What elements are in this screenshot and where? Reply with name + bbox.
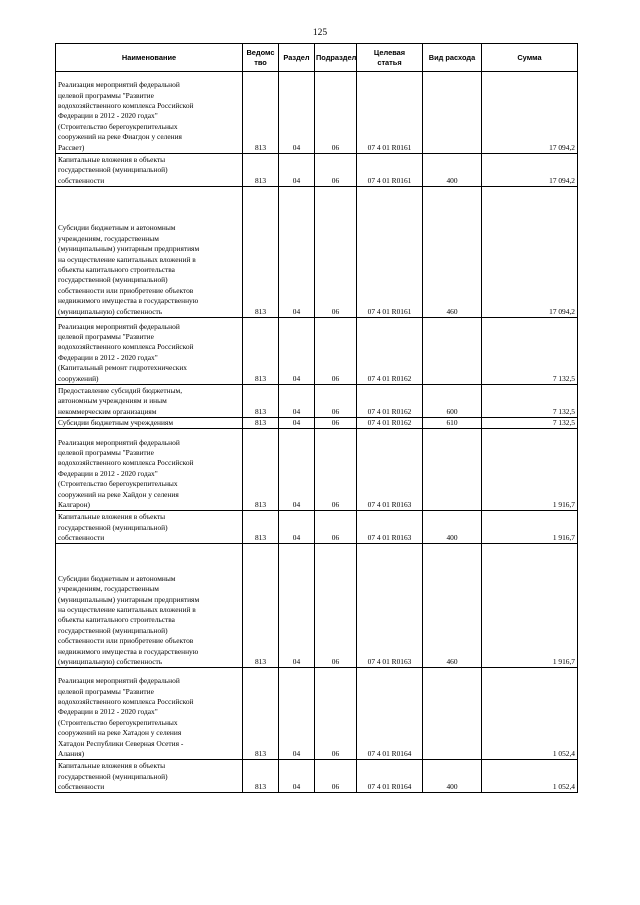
- row-podrazdel: 06: [315, 187, 357, 318]
- row-cel: 07 4 01 R0161: [357, 72, 423, 154]
- row-vid: 400: [423, 760, 482, 793]
- row-razdel: 04: [279, 187, 315, 318]
- row-vid: 610: [423, 418, 482, 429]
- row-name: Предоставление субсидий бюджетным, автономным учреждениям и иным некоммерческим организациям: [56, 385, 243, 418]
- row-podrazdel: 06: [315, 72, 357, 154]
- row-razdel: 04: [279, 418, 315, 429]
- row-podrazdel: 06: [315, 511, 357, 544]
- row-summa: 17 094,2: [482, 154, 578, 187]
- row-razdel: 04: [279, 385, 315, 418]
- row-summa: 1 916,7: [482, 511, 578, 544]
- header-podrazdel: Подраздел: [315, 44, 357, 72]
- row-summa: 1 052,4: [482, 760, 578, 793]
- row-ved: 813: [243, 72, 279, 154]
- header-vid: Вид расхода: [423, 44, 482, 72]
- row-ved: 813: [243, 668, 279, 760]
- row-ved: 813: [243, 511, 279, 544]
- table-row: [56, 72, 578, 154]
- row-summa: 7 132,5: [482, 385, 578, 418]
- row-podrazdel: 06: [315, 544, 357, 668]
- row-vid: 400: [423, 511, 482, 544]
- table-row: [56, 544, 578, 668]
- row-name: Капитальные вложения в объекты государственной (муниципальной) собственности: [56, 760, 243, 793]
- row-razdel: 04: [279, 511, 315, 544]
- row-summa: 17 094,2: [482, 187, 578, 318]
- row-name: Субсидии бюджетным и автономным учреждениям, государственным (муниципальным) унитарным предприятиям на осуществление капитальных вложений в объекты капитального строительства государственной (муниципальной) собственности или приобретение объектов недвижимого имущества в государственную (муниципальную) собственность: [56, 544, 243, 668]
- table-row: [56, 760, 578, 793]
- row-ved: 813: [243, 418, 279, 429]
- row-razdel: 04: [279, 429, 315, 511]
- row-name: Реализация мероприятий федеральной целевой программы "Развитие водохозяйственного комплекса Российской Федерации в 2012 - 2020 годах" (Строительство берегоукрепительных сооружений на реке Хайдон у селения Калгарон): [56, 429, 243, 511]
- row-ved: 813: [243, 318, 279, 385]
- table-header: [56, 44, 578, 72]
- row-name: Субсидии бюджетным и автономным учреждениям, государственным (муниципальным) унитарным предприятиям на осуществление капитальных вложений в объекты капитального строительства государственной (муниципальной) собственности или приобретение объектов недвижимого имущества в государственную (муниципальную) собственность: [56, 187, 243, 318]
- row-razdel: 04: [279, 154, 315, 187]
- page-number: 125: [312, 28, 328, 38]
- table-row: [56, 187, 578, 318]
- row-cel: 07 4 01 R0162: [357, 318, 423, 385]
- row-vid: 400: [423, 154, 482, 187]
- row-summa: 17 094,2: [482, 72, 578, 154]
- header-razdel: Раздел: [279, 44, 315, 72]
- row-cel: 07 4 01 R0163: [357, 511, 423, 544]
- row-podrazdel: 06: [315, 154, 357, 187]
- row-ved: 813: [243, 544, 279, 668]
- row-cel: 07 4 01 R0164: [357, 668, 423, 760]
- row-podrazdel: 06: [315, 385, 357, 418]
- row-vid: [423, 668, 482, 760]
- table-row: [56, 318, 578, 385]
- table-row: [56, 668, 578, 760]
- row-summa: 1 916,7: [482, 544, 578, 668]
- row-vid: [423, 72, 482, 154]
- row-razdel: 04: [279, 318, 315, 385]
- header-ved: Ведомс тво: [243, 44, 279, 72]
- table-row: [56, 154, 578, 187]
- row-cel: 07 4 01 R0162: [357, 385, 423, 418]
- row-podrazdel: 06: [315, 760, 357, 793]
- row-summa: 1 916,7: [482, 429, 578, 511]
- row-name: Капитальные вложения в объекты государственной (муниципальной) собственности: [56, 154, 243, 187]
- table-row: [56, 429, 578, 511]
- row-cel: 07 4 01 R0162: [357, 418, 423, 429]
- row-cel: 07 4 01 R0163: [357, 544, 423, 668]
- row-razdel: 04: [279, 760, 315, 793]
- table-body: [56, 72, 578, 793]
- row-summa: 1 052,4: [482, 668, 578, 760]
- row-vid: [423, 318, 482, 385]
- row-podrazdel: 06: [315, 668, 357, 760]
- row-razdel: 04: [279, 668, 315, 760]
- row-ved: 813: [243, 429, 279, 511]
- row-cel: 07 4 01 R0161: [357, 187, 423, 318]
- row-vid: 460: [423, 544, 482, 668]
- row-summa: 7 132,5: [482, 318, 578, 385]
- row-cel: 07 4 01 R0163: [357, 429, 423, 511]
- row-name: Капитальные вложения в объекты государственной (муниципальной) собственности: [56, 511, 243, 544]
- row-name: Реализация мероприятий федеральной целевой программы "Развитие водохозяйственного комплекса Российской Федерации в 2012 - 2020 годах" (Строительство берегоукрепительных сооружений на реке Фиагдон у селения Рассвет): [56, 72, 243, 154]
- row-name: Реализация мероприятий федеральной целевой программы "Развитие водохозяйственного комплекса Российской Федерации в 2012 - 2020 годах" (Строительство берегоукрепительных сооружений на реке Хатадон у селения Хатадон Республики Северная Осетия - Алания): [56, 668, 243, 760]
- table-row: [56, 385, 578, 418]
- header-cel: Целевая статья: [357, 44, 423, 72]
- row-name: Реализация мероприятий федеральной целевой программы "Развитие водохозяйственного комплекса Российской Федерации в 2012 - 2020 годах" (Капитальный ремонт гидротехнических сооружений): [56, 318, 243, 385]
- row-ved: 813: [243, 760, 279, 793]
- table-row: [56, 511, 578, 544]
- budget-table: [55, 43, 578, 793]
- row-summa: 7 132,5: [482, 418, 578, 429]
- header-name: Наименование: [56, 44, 243, 72]
- row-vid: 600: [423, 385, 482, 418]
- row-vid: 460: [423, 187, 482, 318]
- header-summa: Сумма: [482, 44, 578, 72]
- row-podrazdel: 06: [315, 429, 357, 511]
- table-row: [56, 418, 578, 429]
- row-ved: 813: [243, 187, 279, 318]
- row-razdel: 04: [279, 72, 315, 154]
- row-vid: [423, 429, 482, 511]
- row-cel: 07 4 01 R0164: [357, 760, 423, 793]
- row-name: Субсидии бюджетным учреждениям: [56, 418, 243, 429]
- row-razdel: 04: [279, 544, 315, 668]
- row-ved: 813: [243, 385, 279, 418]
- row-cel: 07 4 01 R0161: [357, 154, 423, 187]
- row-podrazdel: 06: [315, 318, 357, 385]
- row-podrazdel: 06: [315, 418, 357, 429]
- row-ved: 813: [243, 154, 279, 187]
